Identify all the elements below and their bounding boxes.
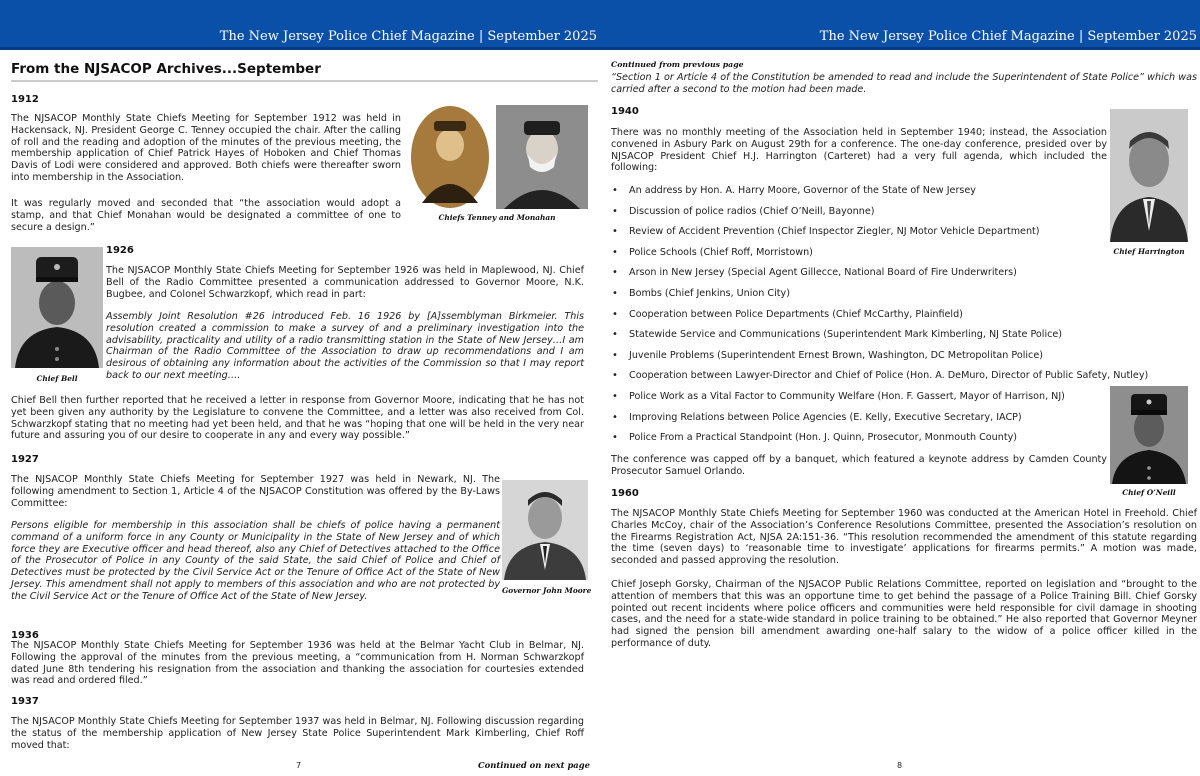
caption-chief-oneill: Chief O’Neill: [1122, 488, 1176, 497]
list-item: • Improving Relations between Police Agencies (E. Kelly, Executive Secretary, IACP): [611, 412, 1111, 433]
list-item: • Police From a Practical Standpoint (Hon. J. Quinn, Prosecutor, Monmouth County): [611, 432, 1111, 453]
list-item: • An address by Hon. A. Harry Moore, Governor of the State of New Jersey: [611, 185, 1111, 206]
year-heading-1912: 1912: [11, 94, 39, 105]
paragraph-1926-letters: Chief Bell then further reported that he received a letter in response from Governor Moore, indicating that he has not yet been given any authority by the Legislature to convene the Committee, and a letter was also received from Col. Schwarzkopf stating that no meeting had yet been held, and that he was “hoping that one will be held in the very near future and assuring you of our desire to cooperate in any and every way possible.”: [11, 395, 584, 442]
photo-chief-harrington: [1110, 109, 1188, 242]
paragraph-1927: The NJSACOP Monthly State Chiefs Meeting for September 1927 was held in Newark, NJ. The following amendment to Section 1, Article 4 of the NJSACOP Constitution was offered by the By-Laws Committee:: [11, 474, 500, 509]
page-title: From the NJSACOP Archives...September: [11, 61, 598, 82]
page-7: [0, 53, 600, 776]
list-item: • Arson in New Jersey (Special Agent Gillecce, National Board of Fire Underwriters): [611, 267, 1111, 288]
paragraph-1937: The NJSACOP Monthly State Chiefs Meeting for September 1937 was held in Belmar, NJ. Following discussion regarding the status of the membership application of New Jersey State Police Superintendent Mark Kimberling, Chief Roff moved that:: [11, 716, 584, 751]
photo-chief-oneill: [1110, 386, 1188, 484]
paragraph-1912-stamp: It was regularly moved and seconded that “the association would adopt a stamp, and that Chief Monahan would be designated a committee of one to secure a design.”: [11, 198, 401, 233]
list-item: • Cooperation between Lawyer-Director and Chief of Police (Hon. A. DeMuro, Director of Public Safety, Nutley): [611, 370, 1111, 391]
year-heading-1940: 1940: [611, 106, 639, 117]
page-8: [600, 53, 1200, 776]
page-number-7: 7: [296, 761, 302, 770]
paragraph-1936: The NJSACOP Monthly State Chiefs Meeting for September 1936 was held at the Belmar Yacht Club in Belmar, NJ. Following the approval of the minutes from the previous meeting, a “communication from H. Norman Schwarzkopf dated June 8th tendering his resignation from the association and thanking the association for courtesies extended was read and ordered filed.”: [11, 640, 584, 687]
caption-chief-harrington: Chief Harrington: [1113, 247, 1185, 256]
quote-1937-motion: “Section 1 or Article 4 of the Constitution be amended to read and include the Superintendent of State Police” which was carried after a second to the motion had been made.: [611, 72, 1197, 95]
header-band-left: [0, 0, 600, 50]
paragraph-1940: There was no monthly meeting of the Association held in September 1940; instead, the Association convened in Asbury Park on August 29th for a conference. The one-day conference, presided over by NJSACOP President Chief H.J. Harrington (Carteret) had a very full agenda, which included the following:: [611, 127, 1107, 174]
list-item: • Police Schools (Chief Roff, Morristown): [611, 247, 1111, 268]
year-heading-1960: 1960: [611, 488, 639, 499]
paragraph-1960: The NJSACOP Monthly State Chiefs Meeting for September 1960 was conducted at the American Hotel in Freehold. Chief Charles McCoy, chair of the Association’s Conference Resolutions Committee, presented the Association’s resolution on the Firearms Registration Act, NJSA 2A:151-36. “This resolution recommended the amendment of this statute regarding the time (seven days) to ‘reasonable time to investigate’ applications for firearms permits.” A motion was made, seconded and passed approving the resolution.: [611, 508, 1197, 567]
year-heading-1936: 1936: [11, 630, 39, 641]
list-item: • Statewide Service and Communications (Superintendent Mark Kimberling, NJ State Police): [611, 329, 1111, 350]
list-item: • Review of Accident Prevention (Chief Inspector Ziegler, NJ Motor Vehicle Department): [611, 226, 1111, 247]
continued-on-next-page: Continued on next page: [478, 760, 590, 770]
paragraph-1926: The NJSACOP Monthly State Chiefs Meeting for September 1926 was held in Maplewood, NJ. Chief Bell of the Radio Committee presented a communication addressed to Governor Moore, N.K. Bugbee, and Colonel Schwarzkopf, which read in part:: [106, 265, 584, 300]
page-number-8: 8: [897, 761, 903, 770]
list-item: • Discussion of police radios (Chief O’Neill, Bayonne): [611, 206, 1111, 227]
photo-chief-bell: [11, 247, 103, 368]
list-item: • Cooperation between Police Departments (Chief McCarthy, Plainfield): [611, 309, 1111, 330]
caption-tenney-monahan: Chiefs Tenney and Monahan: [438, 213, 556, 222]
list-item: • Juvenile Problems (Superintendent Ernest Brown, Washington, DC Metropolitan Police): [611, 350, 1111, 371]
quote-1926-resolution: Assembly Joint Resolution #26 introduced Feb. 16 1926 by [A]ssemblyman Birkmeier. This resolution created a commission to make a survey of and a preliminary investigation into the advisability, practicality and utility of a radio transmitting station in the State of New Jersey…I am Chairman of the Radio Committee of the Association to draw up recommendations and I am desirous of obtaining any information about the activities of the Commission so that I may report back to our next meeting….: [106, 311, 584, 381]
year-heading-1927: 1927: [11, 454, 39, 465]
list-item: • Police Work as a Vital Factor to Community Welfare (Hon. F. Gassert, Mayor of Harrison, NJ): [611, 391, 1111, 412]
caption-chief-bell: Chief Bell: [36, 374, 78, 383]
magazine-header-left: The New Jersey Police Chief Magazine | September 2025: [219, 29, 597, 44]
header-band-right: [600, 0, 1200, 50]
paragraph-banquet: The conference was capped off by a banquet, which featured a keynote address by Camden County Prosecutor Samuel Orlando.: [611, 454, 1107, 477]
year-heading-1937: 1937: [11, 696, 39, 707]
paragraph-1960-gorsky: Chief Joseph Gorsky, Chairman of the NJSACOP Public Relations Committee, reported on legislation and “brought to the attention of members that this was an opportune time to get behind the passage of a Police Training Bill. Chief Gorsky pointed out recent incidents where police officers and communities were held responsible for civil damage in shooting cases, and the need for a state-wide standard in police training to be obtained.” He also reported that Governor Meyner had signed the pension bill amendment awarding one-half salary to the widow of a police officer killed in the performance of duty.: [611, 579, 1197, 649]
photo-governor-john-moore: [502, 480, 588, 580]
caption-governor-moore: Governor John Moore: [502, 586, 592, 595]
continued-from-previous-page: Continued from previous page: [611, 60, 744, 69]
paragraph-1912: The NJSACOP Monthly State Chiefs Meeting for September 1912 was held in Hackensack, NJ. President George C. Tenney occupied the chair. After the calling of roll and the reading and adoption of the minutes of the previous meeting, the membership application of Chief Patrick Hayes of Hoboken and Chief Thomas Davis of Lodi were considered and approved. Both chiefs were thereafter sworn into membership in the Association.: [11, 113, 401, 183]
year-heading-1926: 1926: [106, 245, 134, 256]
magazine-header-right: The New Jersey Police Chief Magazine | September 2025: [819, 29, 1197, 44]
list-item: • Bombs (Chief Jenkins, Union City): [611, 288, 1111, 309]
quote-1927-amendment: Persons eligible for membership in this association shall be chiefs of police having a permanent command of a uniform force in any County or Municipality in the State of New Jersey and of which force they are Executive officer and head thereof, also any Chief of Detectives attached to the Office of the Prosecutor of Police in any County of the said State, the said Chief of Police and Chief of Detectives must be protected by the Civil Service Act or the Tenure of Office Act of the State of New Jersey. This amendment shall not apply to members of this association and who are not protected by the Civil Service Act or the Tenure of Office Act of the State of New Jersey.: [11, 520, 500, 602]
photo-chiefs-tenney-monahan: [404, 103, 590, 211]
